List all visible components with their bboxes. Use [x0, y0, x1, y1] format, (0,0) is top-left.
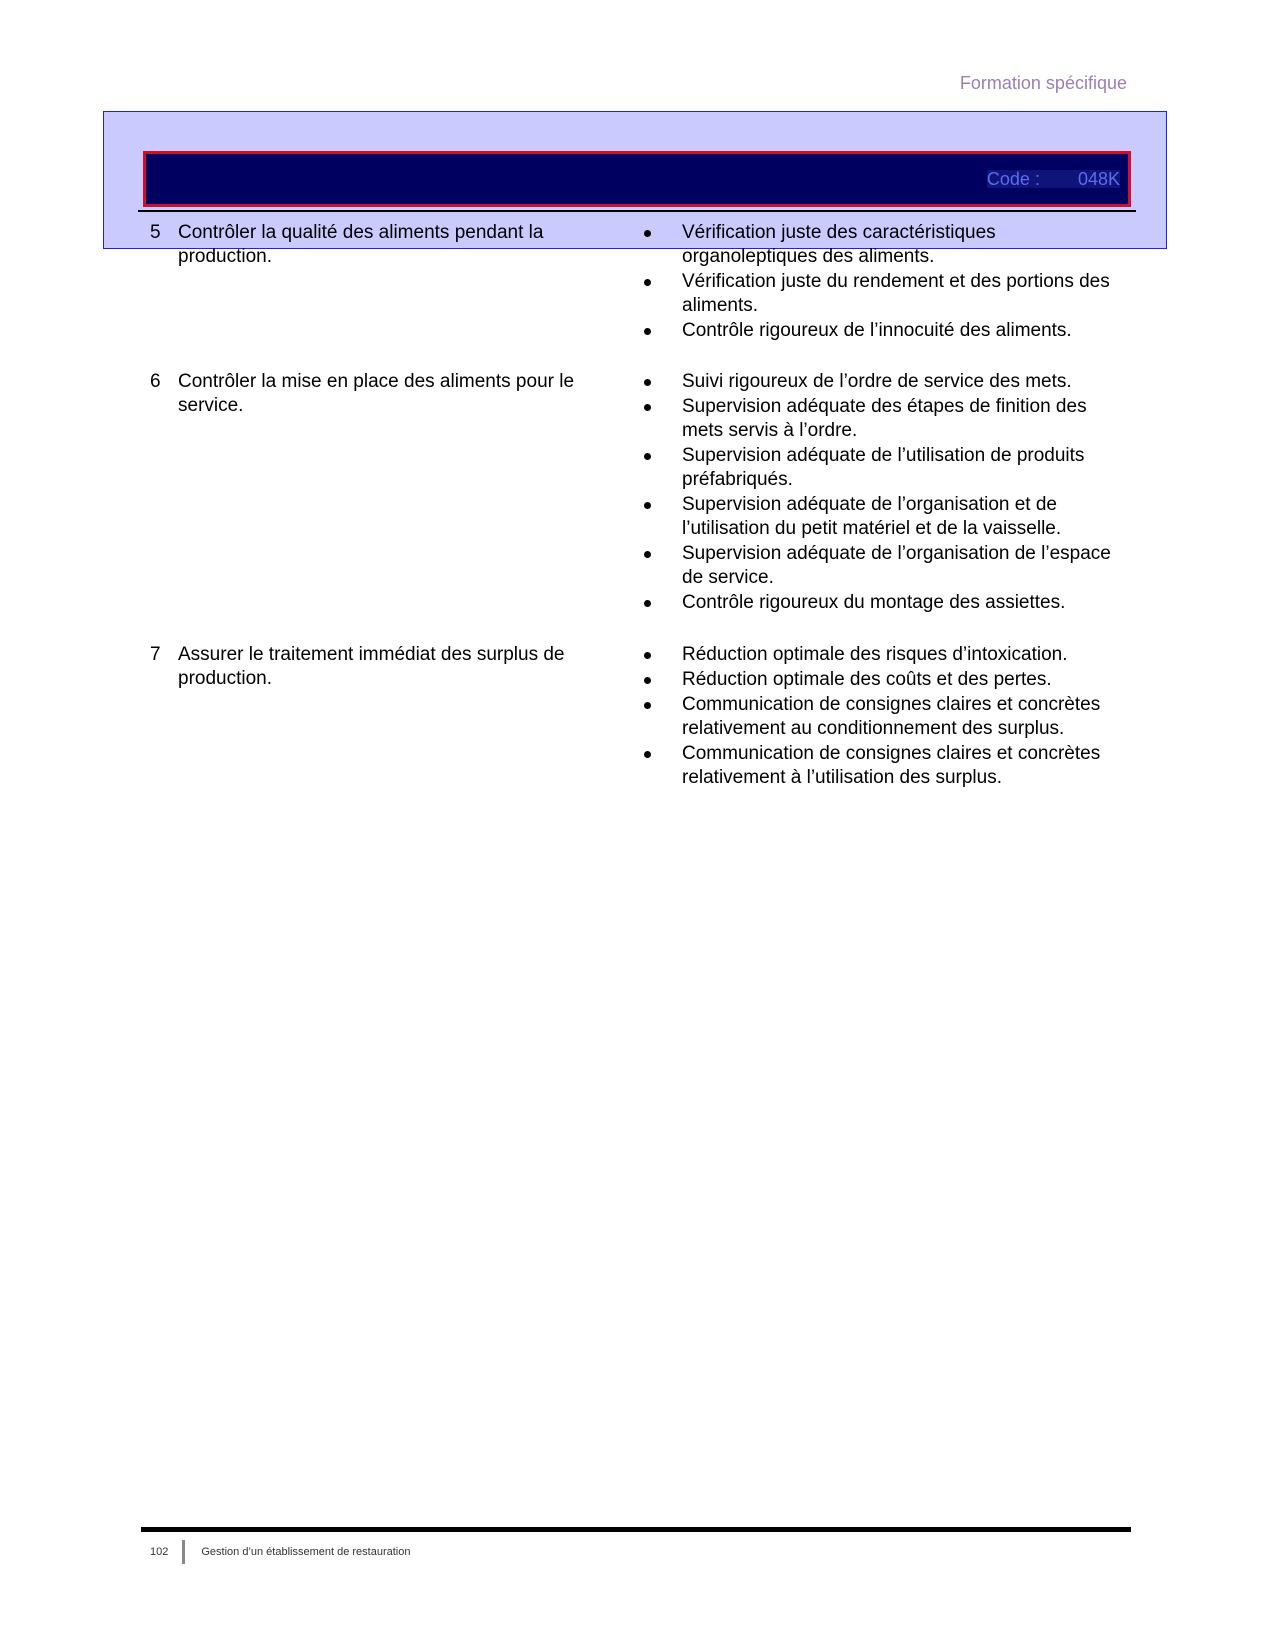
criterion-item: [640, 319, 1120, 343]
criteria-list: [640, 221, 1120, 344]
criterion-item: [640, 370, 1120, 394]
criterion-text: Contrôle rigoureux du montage des assiettes.: [682, 592, 1066, 613]
bullet-icon: [644, 230, 651, 237]
criterion-text: Supervision adéquate de l’utilisation de produits préfabriqués.: [682, 445, 1085, 490]
criterion-item: [640, 542, 1120, 590]
criterion-item: [640, 221, 1120, 269]
bullet-icon: [644, 379, 651, 386]
bullet-icon: [644, 751, 651, 758]
criterion-text: Supervision adéquate des étapes de finition des mets servis à l’ordre.: [682, 396, 1087, 441]
criterion-item: [640, 643, 1120, 667]
criterion-text: Vérification juste des caractéristiques organoleptiques des aliments.: [682, 222, 996, 267]
criterion-item: [640, 693, 1120, 741]
running-head: Formation spécifique: [959, 73, 1127, 93]
criterion-text: Communication de consignes claires et concrètes relativement au conditionnement des surplus.: [682, 694, 1101, 739]
code-label: Code :: [986, 169, 1040, 189]
footer-separator: [182, 1540, 185, 1564]
criterion-text: Suivi rigoureux de l’ordre de service des mets.: [682, 371, 1072, 392]
criteria-list: [640, 643, 1120, 791]
criteria-list: [640, 370, 1120, 616]
bullet-icon: [644, 551, 651, 558]
page-footer: [150, 1540, 410, 1564]
bullet-icon: [644, 279, 651, 286]
criterion-text: Réduction optimale des coûts et des pertes.: [682, 669, 1052, 690]
criterion-item: [640, 591, 1120, 615]
bullet-icon: [644, 677, 651, 684]
criterion-text: Réduction optimale des risques d’intoxication.: [682, 644, 1068, 665]
criterion-text: Supervision adéquate de l’organisation de l’espace de service.: [682, 543, 1111, 588]
bullet-icon: [644, 404, 651, 411]
bullet-icon: [644, 502, 651, 509]
code-value: 048K: [1077, 169, 1120, 189]
bullet-icon: [644, 600, 651, 607]
criterion-item: [640, 742, 1120, 790]
criterion-item: [640, 444, 1120, 492]
bullet-icon: [644, 453, 651, 460]
competency-code: [987, 170, 1120, 188]
criterion-text: Contrôle rigoureux de l’innocuité des aliments.: [682, 320, 1072, 341]
element-text: Contrôler la qualité des aliments pendant la production.: [178, 222, 544, 267]
criterion-text: Supervision adéquate de l’organisation et de l’utilisation du petit matériel et de la vaisselle.: [682, 494, 1062, 539]
element-number: 6: [150, 371, 161, 392]
bullet-icon: [644, 702, 651, 709]
element-text: Contrôler la mise en place des aliments pour le service.: [178, 371, 575, 416]
criterion-item: [640, 395, 1120, 443]
criterion-text: Communication de consignes claires et concrètes relativement à l’utilisation des surplus.: [682, 743, 1101, 788]
element-number: 5: [150, 222, 161, 243]
criterion-item: [640, 270, 1120, 318]
footer-rule: [141, 1527, 1131, 1532]
bullet-icon: [644, 652, 651, 659]
criterion-text: Vérification juste du rendement et des portions des aliments.: [682, 271, 1110, 316]
page-number: 102: [150, 1546, 169, 1558]
bullet-icon: [644, 328, 651, 335]
element-text: Assurer le traitement immédiat des surplus de production.: [178, 644, 565, 689]
competency-header-bar: [143, 151, 1131, 207]
document-title: Gestion d’un établissement de restauration: [201, 1546, 411, 1558]
criterion-item: [640, 493, 1120, 541]
criterion-item: [640, 668, 1120, 692]
element-number: 7: [150, 644, 161, 665]
